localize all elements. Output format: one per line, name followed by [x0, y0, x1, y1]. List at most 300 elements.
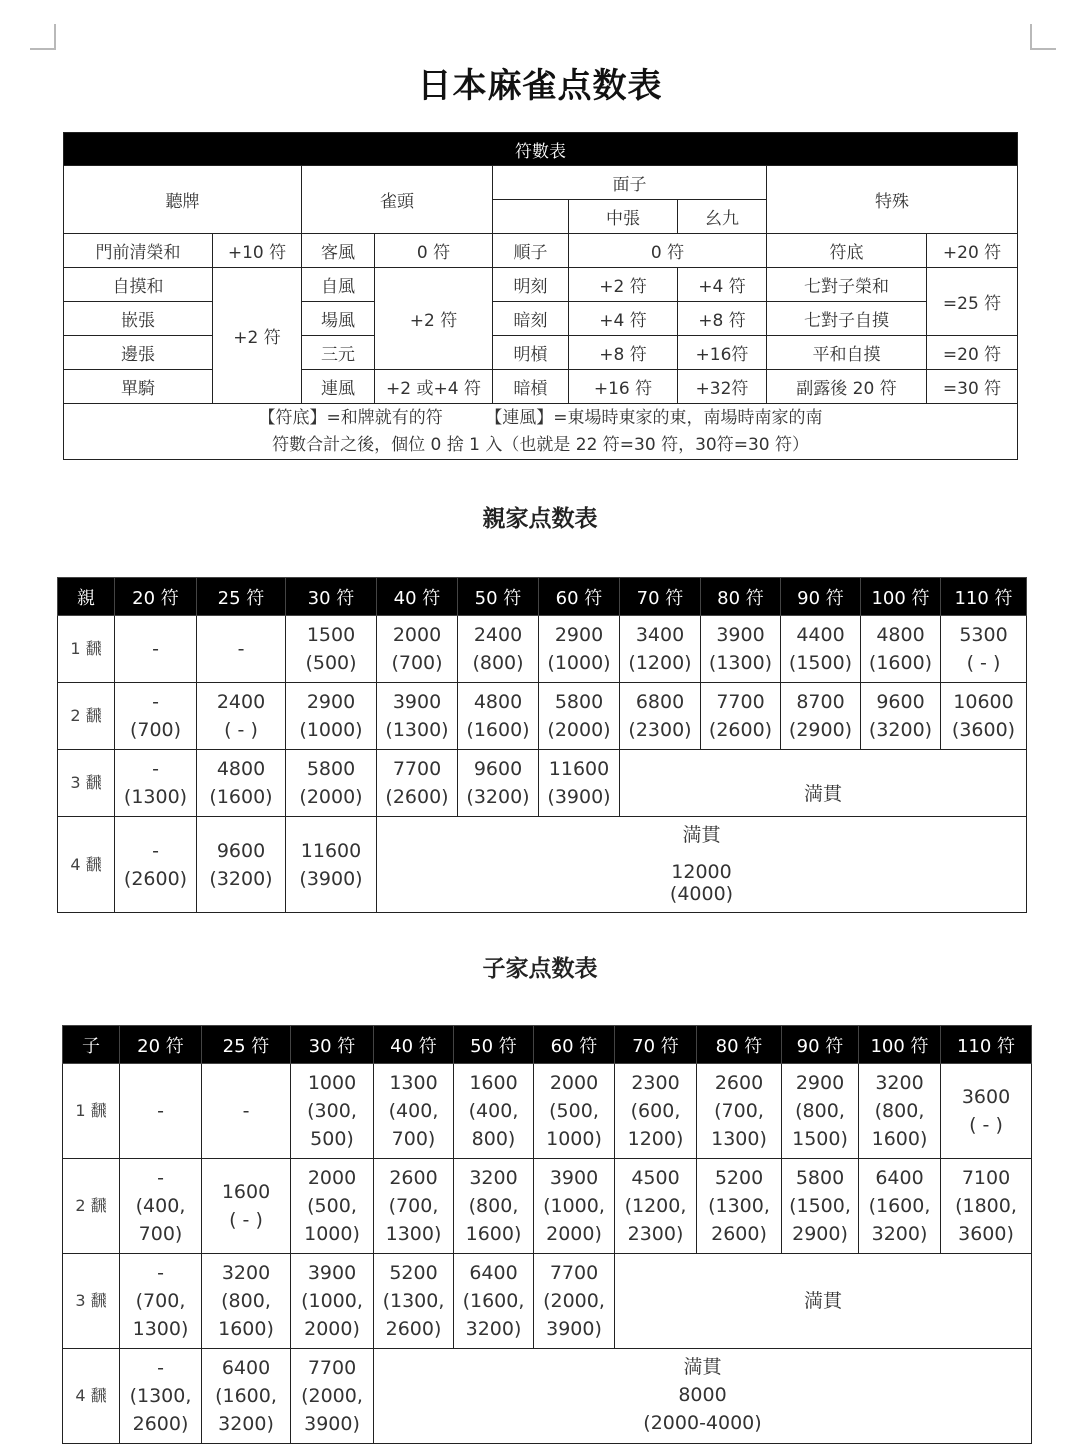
score-cell: [458, 616, 539, 683]
score-cell: [291, 1064, 374, 1159]
score-value: 2000: [307, 1167, 357, 1189]
score-value: 1500: [306, 624, 356, 646]
tenpai-label: 嵌張: [64, 302, 213, 336]
mangan-split: (4000): [669, 883, 734, 905]
mangan-cell: [377, 817, 1027, 913]
jantou-label: 三元: [302, 336, 375, 370]
page-corner-mark-top-left: [30, 24, 56, 50]
tenpai-label: 自摸和: [64, 268, 213, 302]
score-cell: [534, 1254, 615, 1349]
score-split: (600,: [630, 1100, 681, 1122]
score-value: 2600: [714, 1072, 764, 1094]
score-value: 2000: [392, 624, 442, 646]
score-split: (800,: [221, 1290, 271, 1312]
fu-column-header: 110 符: [941, 1026, 1032, 1064]
score-cell: [454, 1064, 534, 1159]
score-split: (800,: [795, 1100, 845, 1122]
score-cell: [534, 1159, 615, 1254]
han-label: 1 飜: [58, 616, 115, 683]
score-value: 7700: [307, 1357, 357, 1379]
score-cell: [291, 1159, 374, 1254]
score-split: (700,: [388, 1195, 439, 1217]
fu-column-header: 25 符: [202, 1026, 291, 1064]
score-cell: [115, 683, 197, 750]
score-split: (1600,: [868, 1195, 931, 1217]
score-split: 3600): [958, 1223, 1014, 1245]
han-label: 3 飜: [63, 1254, 120, 1349]
score-split: (700): [391, 652, 443, 674]
score-value: 2900: [306, 691, 356, 713]
score-split: 2600): [711, 1223, 767, 1245]
score-value: 4400: [796, 624, 845, 646]
fu-column-header: 20 符: [120, 1026, 202, 1064]
mentsu-label: 暗槓: [493, 370, 569, 404]
score-split: (1600,: [462, 1290, 525, 1312]
score-value: 7700: [716, 691, 765, 713]
mangan-points: 8000: [678, 1384, 727, 1406]
mangan-cell: 満貫: [620, 750, 1027, 817]
score-value: 3900: [549, 1167, 599, 1189]
score-split: (1500,: [789, 1195, 851, 1217]
mangan-cell: [374, 1349, 1032, 1444]
fu-column-header: 100 符: [861, 578, 941, 616]
score-cell: [782, 1064, 859, 1159]
score-cell: [697, 1159, 782, 1254]
score-cell: [286, 683, 377, 750]
score-value: 3400: [635, 624, 685, 646]
mentsu-chunchan: +8 符: [569, 336, 678, 370]
score-cell: [941, 1159, 1032, 1254]
score-split: 3900): [304, 1413, 360, 1435]
score-cell: [374, 1064, 454, 1159]
score-cell: [539, 683, 620, 750]
score-split: (1000,: [301, 1290, 363, 1312]
special-value: =25 符: [927, 268, 1018, 336]
score-value: -: [152, 839, 159, 862]
fu-column-header: 30 符: [291, 1026, 374, 1064]
mentsu-label: 明刻: [493, 268, 569, 302]
score-split: (2000,: [543, 1290, 605, 1312]
score-cell: [534, 1064, 615, 1159]
score-value: 6800: [635, 691, 685, 713]
score-split: ( - ): [969, 1114, 1003, 1136]
score-split: (700,: [135, 1290, 186, 1312]
score-split: 2600): [132, 1413, 189, 1435]
score-cell: [454, 1254, 534, 1349]
tenpai-group-value: +2 符: [213, 268, 302, 404]
score-split: 2900): [792, 1223, 848, 1245]
mentsu-label: 暗刻: [493, 302, 569, 336]
score-value: 5200: [389, 1262, 438, 1284]
mentsu-chunchan: +4 符: [569, 302, 678, 336]
score-cell: [286, 750, 377, 817]
score-value: 3900: [716, 624, 765, 646]
score-split: (1000): [547, 652, 611, 674]
fu-column-header: 80 符: [697, 1026, 782, 1064]
score-split: (2900): [788, 719, 853, 741]
score-split: (800): [472, 652, 524, 674]
score-split: 3900): [546, 1318, 602, 1340]
score-split: (3200): [868, 719, 933, 741]
score-cell: [454, 1159, 534, 1254]
han-row: [58, 616, 1027, 683]
score-cell: [539, 616, 620, 683]
han-label: 2 飜: [63, 1159, 120, 1254]
score-value: 7700: [392, 758, 442, 780]
score-cell: [458, 750, 539, 817]
special-value: =20 符: [927, 336, 1018, 370]
mentsu-label: 順子: [493, 234, 569, 268]
score-split: (1800,: [955, 1195, 1017, 1217]
mangan-split: (2000-4000): [643, 1412, 762, 1434]
score-split: ( - ): [229, 1209, 263, 1231]
score-split: (2000): [547, 719, 611, 741]
special-value: =30 符: [927, 370, 1018, 404]
mangan-label: 満貫: [683, 1356, 722, 1378]
score-split: (1600): [466, 719, 530, 741]
score-split: (1600,: [215, 1385, 277, 1407]
score-split: 3200): [465, 1318, 522, 1340]
score-split: (500,: [549, 1100, 599, 1122]
score-split: 1300): [132, 1318, 189, 1340]
score-value: -: [157, 1357, 164, 1379]
score-split: (400,: [388, 1100, 439, 1122]
dealer-table-title: 親家点数表: [482, 506, 598, 532]
score-split: (800,: [874, 1100, 925, 1122]
score-cell: [377, 750, 458, 817]
fu-column-header: 90 符: [781, 578, 861, 616]
han-label: 4 飜: [58, 817, 115, 913]
score-split: (1300): [708, 652, 773, 674]
corner-header: 親: [58, 578, 115, 616]
score-value: 7700: [549, 1262, 599, 1284]
score-value: 9600: [876, 691, 925, 713]
score-split: 2000): [304, 1318, 360, 1340]
header-jantou: 雀頭: [302, 166, 493, 234]
score-cell: [291, 1349, 374, 1444]
fu-table: [63, 132, 1018, 460]
score-split: 500): [310, 1128, 354, 1150]
score-split: 2600): [385, 1318, 442, 1340]
score-split: 3200): [218, 1413, 274, 1435]
score-split: (1600): [209, 786, 273, 808]
score-cell: [291, 1254, 374, 1349]
score-split: (1000): [299, 719, 363, 741]
score-value: 5300: [959, 624, 1008, 646]
han-row: [63, 1349, 1032, 1444]
fu-column-header: 30 符: [286, 578, 377, 616]
score-split: (1200): [628, 652, 692, 674]
mentsu-chunchan: +16 符: [569, 370, 678, 404]
score-value: 2400: [473, 624, 523, 646]
jantou-label: 連風: [302, 370, 375, 404]
score-value: 4500: [631, 1167, 680, 1189]
score-value: 11600: [548, 758, 610, 780]
score-cell: [781, 683, 861, 750]
special-label: 七對子自摸: [767, 302, 927, 336]
score-value: -: [157, 1167, 164, 1189]
score-cell: [115, 750, 197, 817]
score-split: (800,: [468, 1195, 519, 1217]
fu-column-header: 60 符: [534, 1026, 615, 1064]
fu-column-header: 90 符: [782, 1026, 859, 1064]
tenpai-value: +10 符: [213, 234, 302, 268]
special-value: +20 符: [927, 234, 1018, 268]
score-split: ( - ): [966, 652, 1001, 674]
score-cell: [374, 1254, 454, 1349]
score-value: 5800: [554, 691, 604, 713]
special-label: 符底: [767, 234, 927, 268]
score-value: 9600: [216, 839, 266, 862]
score-split: (1000,: [543, 1195, 605, 1217]
score-split: (1300,: [708, 1195, 770, 1217]
score-value: 1300: [389, 1072, 438, 1094]
child-table-title: 子家点数表: [482, 956, 598, 982]
score-cell: [701, 683, 781, 750]
score-cell: [859, 1159, 941, 1254]
han-label: 3 飜: [58, 750, 115, 817]
fu-table-banner: 符數表: [64, 133, 1018, 166]
jantou-label: 自風: [302, 268, 375, 302]
score-split: 700): [391, 1128, 436, 1150]
score-value: 3200: [875, 1072, 924, 1094]
score-cell: [620, 616, 701, 683]
score-value: 3900: [307, 1262, 357, 1284]
score-cell: [115, 817, 197, 913]
score-split: (2600): [123, 867, 188, 890]
score-cell: [120, 1349, 202, 1444]
han-label: 2 飜: [58, 683, 115, 750]
score-cell: [202, 1254, 291, 1349]
score-cell: [861, 683, 941, 750]
score-split: 1600): [871, 1128, 928, 1150]
score-cell: [859, 1064, 941, 1159]
score-split: (3600): [951, 719, 1016, 741]
score-value: 5200: [714, 1167, 764, 1189]
special-label: 平和自摸: [767, 336, 927, 370]
mentsu-yaochu: +16符: [678, 336, 767, 370]
score-split: (2300): [628, 719, 692, 741]
score-value: 7100: [961, 1167, 1011, 1189]
score-value: 6400: [875, 1167, 924, 1189]
jantou-group-value: +2 符: [375, 268, 493, 370]
score-split: (700): [129, 719, 182, 741]
score-split: 1000): [304, 1223, 360, 1245]
score-value: -: [152, 638, 159, 660]
score-value: -: [152, 758, 159, 780]
score-split: 1000): [546, 1128, 602, 1150]
page-corner-mark-top-right: [1030, 24, 1056, 50]
special-label: 副露後 20 符: [767, 370, 927, 404]
score-value: 9600: [473, 758, 523, 780]
note-line-2: 符數合計之後，個位 0 捨 1 入（也就是 22 符=30 符，30符=30 符）: [272, 434, 809, 455]
score-value: 3200: [221, 1262, 271, 1284]
score-split: 1300): [385, 1223, 442, 1245]
fu-column-header: 50 符: [454, 1026, 534, 1064]
score-cell: [701, 616, 781, 683]
score-cell: [120, 1064, 202, 1159]
score-cell: [697, 1064, 782, 1159]
fu-column-header: 70 符: [615, 1026, 697, 1064]
score-split: (1500): [788, 652, 853, 674]
score-split: (2000): [299, 786, 363, 808]
fu-column-header: 20 符: [115, 578, 197, 616]
score-value: 3600: [961, 1086, 1011, 1108]
han-row: [58, 683, 1027, 750]
fu-column-header: 40 符: [377, 578, 458, 616]
score-split: (1300): [385, 719, 449, 741]
header-tenpai: 聽牌: [64, 166, 302, 234]
mangan-cell: 満貫: [615, 1254, 1032, 1349]
mentsu-label: 明槓: [493, 336, 569, 370]
fu-column-header: 25 符: [197, 578, 286, 616]
score-value: 2400: [216, 691, 266, 713]
score-cell: [202, 1064, 291, 1159]
score-cell: [197, 616, 286, 683]
score-split: (500,: [307, 1195, 357, 1217]
score-cell: [861, 616, 941, 683]
score-split: (500): [305, 652, 357, 674]
score-cell: [202, 1159, 291, 1254]
score-value: -: [157, 1100, 164, 1122]
score-cell: [120, 1159, 202, 1254]
han-row: [63, 1254, 1032, 1349]
score-cell: [620, 683, 701, 750]
mangan-points: 12000: [671, 861, 732, 883]
score-split: (2000,: [301, 1385, 363, 1407]
score-cell: [941, 616, 1027, 683]
score-split: (1600): [868, 652, 933, 674]
score-split: (3200): [209, 867, 273, 890]
score-split: (2600): [708, 719, 773, 741]
mentsu-yaochu: +4 符: [678, 268, 767, 302]
score-cell: [286, 817, 377, 913]
jantou-label: 場風: [302, 302, 375, 336]
jantou-value: 0 符: [375, 234, 493, 268]
fu-column-header: 70 符: [620, 578, 701, 616]
score-value: 2300: [631, 1072, 680, 1094]
jantou-value: +2 或+4 符: [375, 370, 493, 404]
score-value: 1000: [307, 1072, 357, 1094]
score-split: ( - ): [224, 719, 258, 741]
score-value: 2000: [549, 1072, 599, 1094]
score-cell: [374, 1159, 454, 1254]
score-split: 1600): [218, 1318, 274, 1340]
score-cell: [197, 750, 286, 817]
score-cell: [539, 750, 620, 817]
score-cell: [120, 1254, 202, 1349]
score-split: 700): [138, 1223, 183, 1245]
tenpai-label: 單騎: [64, 370, 213, 404]
header-mentsu-blank: [493, 200, 569, 234]
score-split: 1200): [627, 1128, 684, 1150]
score-value: 5800: [306, 758, 356, 780]
han-row: [58, 750, 1027, 817]
score-cell: [458, 683, 539, 750]
mangan-label: 満貫: [682, 824, 721, 846]
fu-column-header: 100 符: [859, 1026, 941, 1064]
header-mentsu: 面子: [493, 166, 767, 200]
fu-column-header: 60 符: [539, 578, 620, 616]
score-value: 1600: [469, 1072, 518, 1094]
score-split: (3900): [547, 786, 611, 808]
score-value: 4800: [473, 691, 523, 713]
note-line-1: 【符底】=和牌就有的符 【連風】=東場時東家的東，南場時南家的南: [258, 407, 823, 428]
score-cell: [286, 616, 377, 683]
han-row: [63, 1159, 1032, 1254]
score-split: (400,: [468, 1100, 519, 1122]
score-cell: [377, 683, 458, 750]
score-value: 5800: [795, 1167, 845, 1189]
score-value: 8700: [796, 691, 845, 713]
han-label: 1 飜: [63, 1064, 120, 1159]
page-title: 日本麻雀点数表: [417, 66, 663, 106]
score-split: (3900): [299, 867, 363, 890]
score-value: 6400: [469, 1262, 518, 1284]
score-value: 6400: [221, 1357, 271, 1379]
score-value: 1600: [221, 1181, 271, 1203]
score-value: 4800: [876, 624, 925, 646]
child-score-table: [62, 1025, 1032, 1444]
score-cell: [781, 616, 861, 683]
score-split: 1500): [792, 1128, 848, 1150]
score-value: 4800: [216, 758, 266, 780]
score-split: 2300): [627, 1223, 684, 1245]
fu-table-notes: [64, 404, 1018, 460]
score-split: 2000): [546, 1223, 602, 1245]
jantou-label: 客風: [302, 234, 375, 268]
score-cell: [941, 683, 1027, 750]
special-label: 七對子榮和: [767, 268, 927, 302]
corner-header: 子: [63, 1026, 120, 1064]
score-split: (1200,: [624, 1195, 687, 1217]
fu-column-header: 50 符: [458, 578, 539, 616]
score-cell: [197, 817, 286, 913]
fu-column-header: 110 符: [941, 578, 1027, 616]
mentsu-chunchan: +2 符: [569, 268, 678, 302]
score-split: 1300): [711, 1128, 767, 1150]
score-value: -: [152, 691, 159, 713]
header-special: 特殊: [767, 166, 1018, 234]
score-cell: [941, 1064, 1032, 1159]
score-value: 2600: [389, 1167, 438, 1189]
tenpai-label: 門前清榮和: [64, 234, 213, 268]
score-split: (2600): [385, 786, 449, 808]
score-split: (3200): [466, 786, 530, 808]
han-label: 4 飜: [63, 1349, 120, 1444]
score-cell: [615, 1064, 697, 1159]
score-split: (300,: [307, 1100, 357, 1122]
fu-column-header: 40 符: [374, 1026, 454, 1064]
score-value: -: [242, 1100, 250, 1122]
score-value: 11600: [300, 839, 362, 862]
score-value: 3900: [392, 691, 442, 713]
fu-column-header: 80 符: [701, 578, 781, 616]
han-row: [63, 1064, 1032, 1159]
score-split: 800): [471, 1128, 516, 1150]
score-cell: [202, 1349, 291, 1444]
score-split: (1300,: [382, 1290, 445, 1312]
score-value: 10600: [953, 691, 1014, 713]
header-chunchan: 中張: [569, 200, 678, 234]
score-split: 1600): [465, 1223, 522, 1245]
score-cell: [615, 1159, 697, 1254]
score-cell: [197, 683, 286, 750]
tenpai-label: 邊張: [64, 336, 213, 370]
score-value: 3200: [469, 1167, 518, 1189]
score-value: 2900: [554, 624, 604, 646]
score-split: 3200): [871, 1223, 928, 1245]
